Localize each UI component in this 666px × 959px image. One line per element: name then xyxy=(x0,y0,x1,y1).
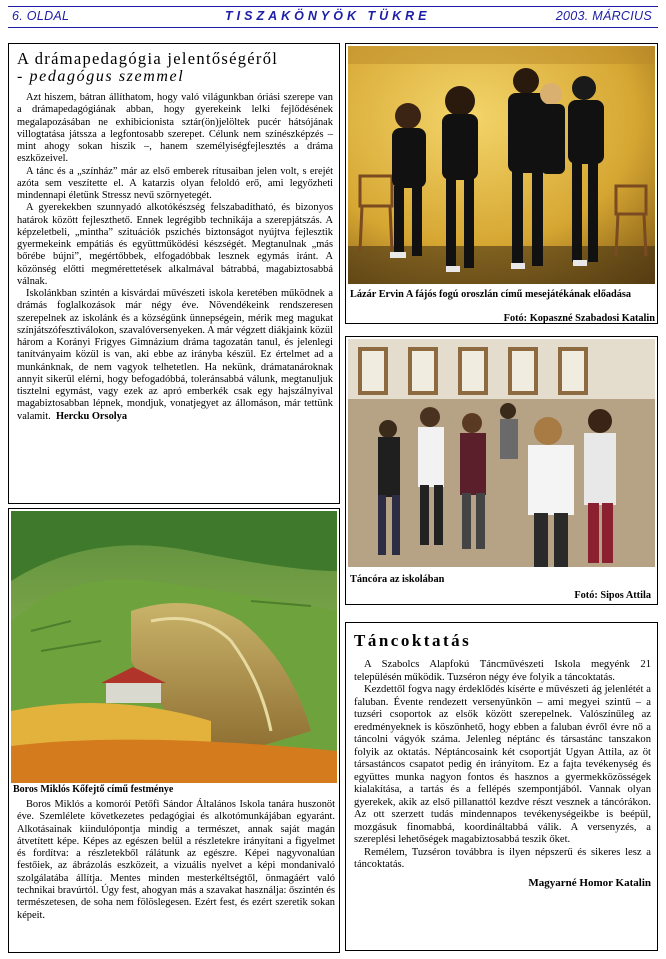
painting-caption: Boros Miklós Kőfejtő című festménye xyxy=(13,784,174,795)
dance-photo-credit: Fotó: Sipos Attila xyxy=(574,590,651,601)
paragraph: A Szabolcs Alapfokú Táncművészeti Iskola megyénk 21 településén működik. Tuzséron négy éve folyik a táncoktatás. xyxy=(354,659,651,683)
paragraph: A gyerekekben szunnyadó alkotókészség felszabadítható, és bizonyos határok között fejleszthető. Ennek legrégibb technikája a szerepjátszás. A képzeletbeli, „mintha” szituációk pszichés biztonságot nyújtva fejlesztik gyermekeink empátiás és együttműködési készségét. Megtanulnak „más bőrébe bújni”, megértőbbek, elfogadóbbak lesznek egymás iránt. A közönség előtti megmérettetések alkalmával bátrabbá, magabiztosabbá válnak. xyxy=(17,202,333,287)
caption-text: Lázár Ervin A fájós fogú oroszlán című mesejátékának előadása xyxy=(350,289,632,300)
dance-photo-box xyxy=(345,336,658,605)
painting-article-body xyxy=(17,799,335,922)
paragraph: Remélem, Tuzséron továbbra is ilyen népszerű és sikeres lesz a táncoktatás. xyxy=(354,846,651,870)
painting-image-frame xyxy=(11,511,337,783)
newspaper-title: TISZAKÖNYÖK TÜKRE xyxy=(225,9,431,23)
theatre-photo-image xyxy=(348,46,655,284)
theatre-photo xyxy=(348,46,655,284)
painting-image xyxy=(11,511,337,783)
paragraph: A tánc és a „színház” már az első emberek rítusaiban jelen volt, s erejét azóta sem veszítette el. A katarzis olyan feloldó erő, ami legyőzheti mindennapi életünk Stressz nevű szörnyetegét. xyxy=(17,165,333,201)
theatre-photo-box xyxy=(345,43,658,324)
issue-date: 2003. MÁRCIUS xyxy=(555,9,652,23)
dance-article-author: Magyarné Homor Katalin xyxy=(528,876,651,889)
page-header xyxy=(0,0,666,33)
painting-article xyxy=(8,508,340,953)
header-rule-top xyxy=(8,6,658,7)
page-number: 6. OLDAL xyxy=(12,9,70,23)
drama-article-author: Hercku Orsolya xyxy=(55,410,128,422)
paragraph: Kezdettől fogva nagy érdeklődés kísérte e művészeti ág jelenlétét a faluban. Évente rendezett versenyünkön – ami megyei szintű – a tuzséri csoportok az elsők között szerepelnek. Valószínűleg az eredményeknek is köszönhető, hogy ebben a faluban évről évre nő a táncolni vágyók száma. Jelenleg néptánc és társastánc tanszakon folyik az oktatás. Néptáncosaink két csoportját Ugyan Attila, az öt társastáncos csapatot pedig én irányítom. Ez a fajta tevékenység és együttes munka nagyon fontos és hasznos a gyermekközösségek kialakítása, a tartás és a fellépés szempontjából. Vannak olyan gyerekek, akik az első pillanattól kezdve részt vesznek a táncórákon. Az ott szerzett tudás mindennapos tevékenységeikbe is beépül, mozgásuk finomabbá, koordináltabbá válik. A versenyzés, a szereplési lehetőségek magabiztosabbá teszik őket. xyxy=(354,684,651,845)
dance-photo-caption: Táncóra az iskolában xyxy=(350,574,445,585)
dance-article-title: Táncoktatás xyxy=(354,631,472,650)
dance-article xyxy=(345,622,658,951)
drama-article xyxy=(8,43,340,504)
header-rule-bottom xyxy=(8,27,658,28)
paragraph xyxy=(17,288,333,423)
dance-photo-image xyxy=(348,339,655,567)
paragraph-text: Iskolánkban szintén a kisvárdai művészeti iskola keretében működnek a drámás foglalkozások már négy éve. Növendékeink rendszeresen szerepelnek az iskolánk és a községünk ünnepségein, mérik meg magukat színjátszófesztiválokon, szavalóversenyeken. A már végzett diákjaink közül három a Korányi Frigyes Gimnázium dráma tagozatán tanul, és jelenlegi tanítványaim közül is van, aki ebbe az irányba készül. Ez értelmet ad a munkánknak, de nem vagyok telhetetlen. Ha nekünk, drámatanároknak annyit sikerül elérni, hogy befogadóbbá, toleránsabbá válunk, megtanuljuk tisztelni egymást, vagy ezek az apró emberkék csak egy hajszálnyival magabiztosabban lépnek, mondjuk, vonatjegyet az állomáson, már tettünk valamit. xyxy=(17,288,333,422)
drama-article-subtitle: - pedagógus szemmel xyxy=(17,68,185,85)
drama-article-body xyxy=(17,92,333,423)
paragraph: Boros Miklós a komoróí Petőfi Sándor Általános Iskola tanára huszonöt éve. Szemlélete következetes pedagógiai és alkotómunkájában egyaránt. Alkotásainak kiindulópontja mindig a természet, annak saját magán átvetített képe. Képes az egészen belül a részletekre irányítani a figyelmet és fordítva: a részletekből rálátunk az egészre. Képei nagyvonalúan festőiek, az ábrázolás eszközeit, a vizuális nyelvet a képi mondanivaló szolgálatába állítja. Mentes minden mesterkéltségtől, önmagáért való technikai bravúrtól. Úgy fest, ahogyan más a szavakat használja: őszintén és természetesen, de soha nem fölöslegesen. Ezért fest, és ezért szeretik sokan képeit. xyxy=(17,799,335,921)
dance-article-body xyxy=(354,659,651,872)
theatre-photo-caption xyxy=(350,289,655,324)
paragraph: Azt hiszem, bátran állíthatom, hogy való világunkban óriási szerepe van a drámapedagógiának abban, hogy gyerekeink lelki fejlődésének megalapozásában ne exhibicionista sztár(ön)jelöltek pucér hátsójának villogtatása játssza a legfontosabb szerepet. Célunk nem színészképzés – mint ahogy sokan hiszik –, hanem személyiségfejlesztés a dráma eszközeivel. xyxy=(17,92,333,165)
photo-credit: Fotó: Kopaszné Szabadosi Katalin xyxy=(503,313,655,324)
drama-article-title: A drámapedagógia jelentőségéről xyxy=(17,49,279,68)
dance-photo xyxy=(348,339,655,567)
